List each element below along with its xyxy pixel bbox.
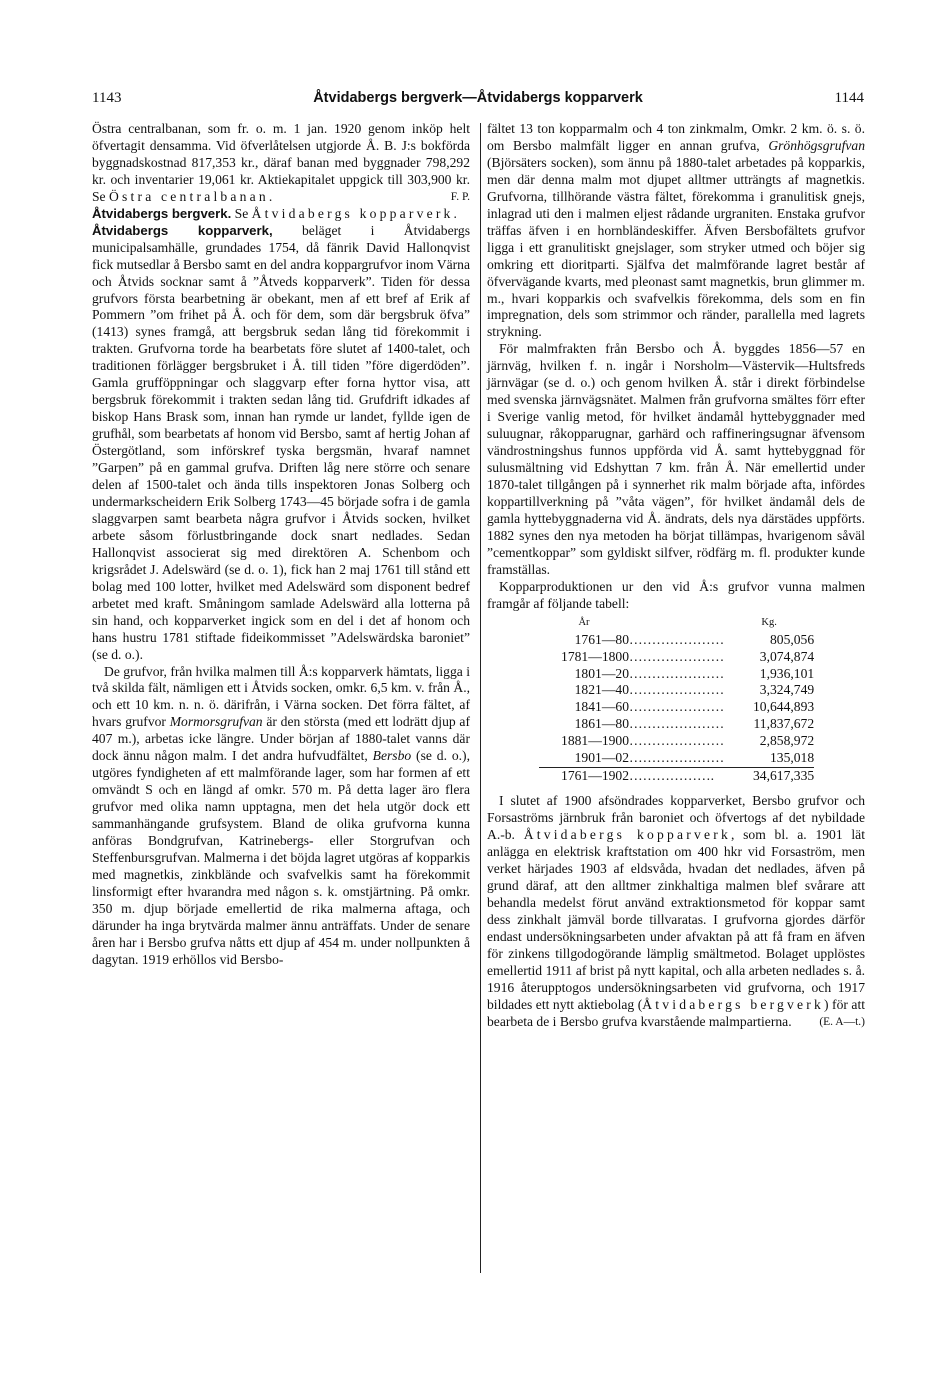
- table-row: 1841—60 ………………… 10,644,893: [574, 699, 815, 715]
- cross-reference: Östra centralbanan.: [109, 188, 276, 204]
- paragraph: I slutet af 1900 afsöndrades kopparverket, Bersbo grufvor och Forsaströms järnbruk från baroniet och öfvertogs af det nybildade A.-b. Åtvidabergs kopparverk, som bl. a. 1901 lät anlägga en elektrisk kraftstation om 400 hkr vid Forsaström, men verket härjades 1903 af eldsvåda, hvadan det nedlades, äfven på grund däraf, att den alltmer zinkhaltiga malmen blef svårare att behandla medelst förut använd extraktionsmetod för koppar samt dess zinkhalt jämväl borde tillvaratas. I grufvorna gjordes därför endast undersökningsarbeten under afvaktan på att få fram en äfven för zinkens tillgodogörande lämplig smältmetod. Bolaget upplöstes emellertid 1911 af brist på nytt kapital, och alla arbeten nedlades s. å. 1916 återupptogos undersökningsarbeten vid grufvorna, och 1917 bildades ett nytt aktiebolag (Åtvidabergs bergverk) för att bearbeta de i Bersbo grufva kvarstående malmpartierna. (E. A—t.): [487, 793, 866, 1029]
- headword: Åtvidabergs bergverk.: [92, 205, 232, 221]
- author-signature: F. P.: [450, 190, 470, 203]
- author-signature: (E. A—t.): [819, 1015, 865, 1028]
- paragraph: De grufvor, från hvilka malmen till Å:s kopparverk hämtats, ligga i två skilda fält, nämligen ett i Åtvids socken, omkr. 6,5 km. v. från Å., och ett 10 km. n. n. ö. därifrån, i Värna socken. Det förra fältet, af hvars grufvor Mormorsgrufvan är den största (med ett lodrätt djup af 407 m.), arbetas icke längre. Under början af 1880-talet vanns där dock ännu någon malm. I det andra hufvudfältet, Bersbo (se d. o.), utgöres fyndigheten af ett malmförande lager, som har formen af ett omvändt S och en längd af omkr. 570 m. På detta lager äro flera grufvor med olika namn upptagna, men det hela utgör dock ett sammanhängande grufsystem. Bland de olika grufvorna kunna anföras Bondgrufvan, Katrinebergs- eller Storgrufvan och Steffenbursgrufvan. Malmerna i det böjda lagret utgöras af kopparkis med magnetkis, zinkblände och svafvelkis samt ha förekommit linsformigt efter hvarandra med någon s. k. omstjärtning. På omkr. 350 m. djup började emellertid de rika malmerna aftaga, och därunder ha inga brytvärda malmer ännu anträffats. Under de senare åren har i Bersbo grufva nåtts ett djup af 454 m. under nollpunkten å dagytan. 1919 erhöllos vid Bersbo-: [92, 663, 470, 967]
- entry-bergverk: Åtvidabergs bergverk. Se Åtvidabergs kopparverk.: [92, 205, 461, 221]
- page-number-right: 1144: [834, 90, 864, 106]
- table-row: 1901—02 ………………… 135,018: [574, 750, 815, 766]
- column-left: [92, 121, 470, 969]
- table-row: 1881—1900 ………………… 2,858,972: [561, 733, 815, 749]
- table-row: 1761—80 ………………… 805,056: [574, 631, 815, 647]
- table-total-row: 1761—1902 ………………. 34,617,335: [539, 768, 814, 785]
- column-right: [487, 121, 865, 1031]
- production-table: [539, 615, 814, 786]
- column-divider: [480, 123, 481, 1273]
- table-row: 1781—1800 ………………… 3,074,874: [561, 648, 815, 664]
- entry-kopparverk: Åtvidabergs kopparverk, beläget i Åtvidabergs municipalsamhälle, grundades 1754, då fänrik David Hallonqvist fick mutsedlar å Bersbo samt en del andra koppargrufvor inom Värna och Åtvids socknar samt å ”Åtveds kopparverk”. Tiden för dessa grufvors första bearbetning är obekant, men af ett bref af Erik af Pommern ”om frihet på Å. och för dem, som där bergsbruk öfva” (1413) synes framgå, att bergsbruk sedan lång tid förekommit i trakten. Grufvorna torde ha bearbetats före slutet af 1400-talet, och traditionen förlägger bergsbruket i Å. till tiden ”före digerdöden”. Gamla grufföppningar och slaggvarp efter forna hyttor visa, att bergsbruk förekommit i trakten sedan lång tid. Grufdrift idkades af biskop Hans Brask som, innan han rymde ur landet, fyllde igen de grufhål, som bearbetats af honom vid Bersbo, samt af hertig Johan af Östergötland, som införskref tyska bergsmän, hvaraf namnet ”Garpen” på en gammal grufva. Driften låg nere större och senare delen af 1500-talet och ända tills inspektoren Jonas Solberg och undermarkscheidern Erik Solberg 1743—45 började sofra i de gamla slaggvarpen samt bearbeta några grufvor i Åtvids socken, hvilket arbete såsom förlustbringande dock snart nedlades. Sedan Hallonqvist associerat sig med direktören A. Schenbom och krigsrådet J. Adelswärd (se d. o. 1), fick han 2 maj 1761 till stånd ett bolag med 100 lotter, hvilket med Adelswärd som disponent bedref arbetet med kraft. Småningom samlade Adelswärd alla lotterna på sin hand, och kopparverket ingick som en del i det af honom och hans hustru 1781 stiftade fideikommisset ”Adelswärdska baroniet” (se d. o.).: [92, 222, 470, 662]
- page-number-left: 1143: [92, 90, 122, 106]
- cross-reference: Åtvidabergs kopparverk: [523, 827, 731, 843]
- paragraph: För malmfrakten från Bersbo och Å. byggdes 1856—57 en järnväg, hvilken f. n. ingår i Norsholm—Västervik—Hultsfreds järnvägar (se d. o.) och genom hvilken Å. står i direkt förbindelse med svenska järnvägsnätet. Malmen från grufvorna smältes förr efter i Sverige vanlig metod, för hvilket ändamål hyttebyggnader med suluugnar, råkopparugnar, garhärd och raffineringsugnar äfvensom vändrostningshus funnos uppförda vid Å. samt hyttebyggnad för sulusmältning vid Edshyttan 7 km. från Å. När emellertid under 1870-talet tillgången på i synnerhet rik malm började afta, infördes koppartillverkning på ”våta vägen”, för hvilket ändamål dels de gamla hyttebyggnaderna vid Å. ändrats, dels nya därstädes uppförts. 1882 synes den nya metoden ha börjat tillämpas, hvarigenom såväl ”cementkoppar” som gyldiskt silfver, rödfärg m. fl. produkter kunde framställas.: [487, 341, 865, 577]
- table-row: 1821—40 ………………… 3,324,749: [574, 682, 815, 698]
- table-row: 1801—20 ………………… 1,936,101: [574, 665, 815, 681]
- running-title: Åtvidabergs bergverk—Åtvidabergs kopparverk: [313, 90, 643, 106]
- paragraph: Kopparproduktionen ur den vid Å:s grufvor vunna malmen framgår af följande tabell:: [487, 578, 865, 611]
- table-header: År Kg.: [578, 616, 777, 628]
- paragraph: fältet 13 ton kopparmalm och 4 ton zinkmalm, Omkr. 2 km. ö. s. ö. om Bersbo malmfält ligger en annan grufva, Grönhögsgrufvan (Björsäters socken), som ännu på 1880-talet arbetades på kopparkis, men där denna malm mot djupet alltmer utträngts af magnetkis. Grufvorna, tillhörande västra fältet, förekomma i granulitisk gnejs, inlagrad uti den i malmen eljest rådande urgraniten. Enstaka grufvor träffas äfven i en hornbländeskiffer. Äfven Bersbofältets grufvor ligga i ett granulitiskt gnejslager, som stryker utmed och böjer sig omkring ett dioritparti. Själfva det malmförande lagret består af öfvervägande kvarts, med pleonast samt magnetkis, brun glimmer m. m., hvari kopparkis och svafvelkis förekomma, dels som en fin impregnation, dels som strimmor och ränder, parallella med lagrets strykning.: [487, 121, 865, 340]
- paragraph: Östra centralbanan, som fr. o. m. 1 jan. 1920 genom inköp helt öfvertagit densamma. Vid öfverlåtelsen utgjorde Å. B. J:s bokförda byggnadskostnad 817,353 kr., däraf banan med byggnader 798,292 kr. och inventarier 19,061 kr. Aktiekapitalet uppgick till 303,900 kr. Se Östra centralbanan. F. P.: [92, 121, 470, 204]
- running-header: [92, 90, 864, 112]
- cross-reference: Åtvidabergs bergverk: [642, 996, 825, 1012]
- cross-reference: Åtvidabergs kopparverk.: [251, 205, 461, 221]
- table-row: 1861—80 ………………… 11,837,672: [574, 716, 815, 732]
- headword: Åtvidabergs kopparverk,: [92, 222, 273, 238]
